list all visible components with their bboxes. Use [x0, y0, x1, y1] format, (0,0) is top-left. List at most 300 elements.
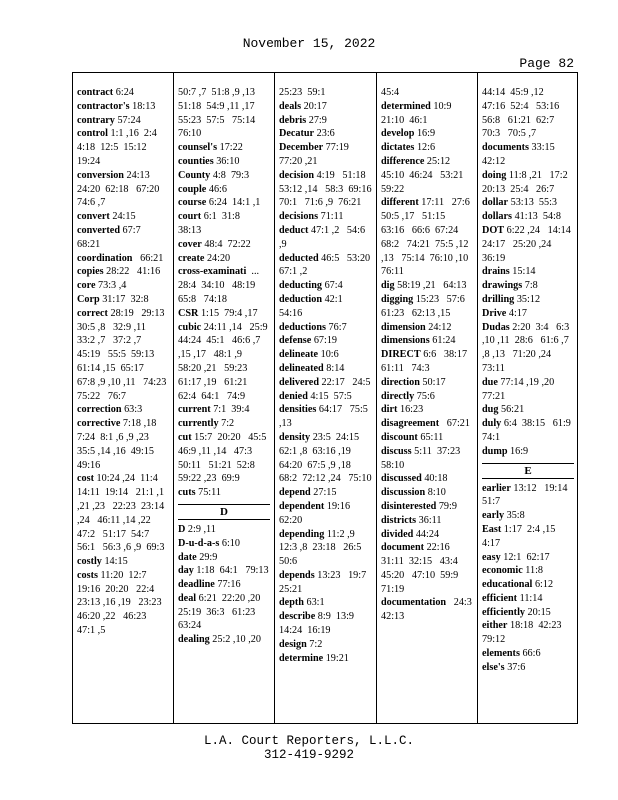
index-entry [279, 86, 372, 100]
index-term: create [178, 252, 205, 264]
index-entry [77, 293, 169, 307]
page-line-refs: 25:12 45:10 46:24 53:21 59:22 [381, 155, 469, 195]
index-entry [279, 224, 372, 252]
page-line-refs: 24:15 [112, 211, 136, 223]
index-term: difference [381, 155, 425, 167]
index-entry [178, 252, 270, 266]
index-entry [77, 265, 169, 279]
index-term: contract [77, 87, 114, 98]
page-line-refs: 66:21 [135, 252, 164, 264]
page-line-refs: 63:3 [124, 404, 143, 416]
index-entry [77, 224, 169, 252]
column-divider [376, 72, 377, 724]
index-entry [77, 555, 169, 569]
page-line-refs: 8:14 [326, 362, 345, 374]
index-term: delivered [279, 376, 319, 388]
index-term: coordination [77, 252, 133, 264]
index-entry [482, 523, 574, 551]
index-entry [279, 348, 372, 362]
index-term: cuts [178, 487, 196, 499]
index-entry [178, 417, 270, 431]
index-entry [482, 169, 574, 197]
page-line-refs: 36:11 [418, 514, 442, 526]
index-term: dump [482, 445, 508, 457]
index-term: Corp [77, 293, 100, 305]
index-term: cover [178, 238, 202, 250]
index-term: correct [77, 307, 108, 319]
index-term: duly [482, 418, 502, 430]
index-entry [279, 252, 376, 280]
page-line-refs: 76:7 [328, 321, 347, 333]
page-line-refs: 6:21 22:20 ,20 25:19 36:3 61:23 63:24 [178, 592, 269, 632]
index-term: costs [77, 569, 98, 581]
page-line-refs: 6:24 [115, 87, 134, 98]
index-term: divided [381, 528, 414, 540]
index-entry [381, 596, 477, 624]
index-entry [381, 500, 473, 514]
page-line-refs: 4:8 79:3 [212, 169, 250, 181]
index-entry [77, 100, 169, 114]
page-line-refs: ... 28:4 34:10 48:19 65:8 74:18 [178, 266, 267, 305]
page-line-refs: 22:17 24:5 [321, 376, 371, 388]
index-entry [279, 334, 372, 348]
index-entry [77, 252, 169, 266]
index-entry [178, 141, 270, 155]
index-term: control [77, 128, 108, 140]
index-entry [482, 661, 574, 675]
index-entry [381, 141, 473, 155]
index-term: economic [482, 565, 523, 577]
page-line-refs: 25:2 ,10 ,20 [212, 634, 261, 646]
page-line-refs: 40:18 [424, 473, 448, 485]
column-divider [274, 72, 275, 724]
index-entry [279, 403, 372, 431]
index-term: converted [77, 224, 120, 236]
index-entry [279, 569, 372, 597]
page-line-refs: 12:6 [416, 142, 436, 154]
index-entry [279, 100, 372, 114]
page-line-refs: 5:11 37:23 58:10 [381, 445, 468, 471]
index-term: counsel's [178, 142, 218, 154]
index-term: due [482, 376, 498, 388]
index-entry [482, 606, 574, 620]
index-term: dimension [381, 321, 426, 333]
index-term: deductions [279, 321, 326, 333]
page-line-refs: 31:17 32:8 [102, 293, 149, 305]
page-line-refs: 2:9 ,11 [187, 523, 216, 535]
page-line-refs: 6:10 [221, 537, 240, 549]
index-column-1 [77, 86, 172, 716]
index-term: document [381, 542, 425, 554]
index-entry [178, 183, 270, 197]
page-line-refs: 77:19 77:20 ,21 [279, 142, 357, 167]
column-divider [173, 72, 174, 724]
index-entry [482, 224, 574, 265]
page-line-refs: 65:11 [420, 431, 444, 443]
index-entry [482, 619, 574, 647]
index-entry [381, 514, 473, 528]
index-term: DIRECT [381, 349, 421, 361]
index-entry [178, 238, 270, 252]
section-letter: D [178, 504, 270, 520]
index-term: digging [381, 293, 414, 305]
index-entry [381, 486, 473, 500]
index-entry [482, 265, 574, 279]
page-line-refs: 6:4 38:15 61:9 74:1 [482, 418, 576, 443]
index-term: cross-examinati [178, 266, 247, 278]
index-entry [482, 141, 574, 169]
index-term: day [178, 565, 194, 577]
index-entry [482, 417, 574, 445]
index-entry [482, 376, 574, 404]
index-entry [381, 445, 473, 473]
page-line-refs: 77:16 [217, 579, 241, 591]
page-line-refs: 64:17 75:5 ,13 [279, 404, 371, 430]
index-entry [381, 86, 473, 100]
index-entry [77, 403, 169, 417]
index-term: convert [77, 211, 110, 223]
page-line-refs: 67:7 68:21 [77, 224, 149, 250]
index-entry [178, 86, 270, 141]
index-term: cut [178, 431, 192, 443]
page-line-refs: 29:9 [199, 551, 218, 563]
index-entry [279, 114, 372, 128]
page-line-refs: 27:15 [313, 487, 337, 499]
page-line-refs: 45:4 [381, 87, 400, 98]
index-term: DOT [482, 224, 505, 236]
index-entry [381, 321, 473, 335]
index-term: districts [381, 514, 417, 526]
page-line-refs: 18:18 42:23 79:12 [482, 620, 570, 646]
index-column-4 [381, 86, 477, 716]
index-term: discuss [381, 445, 412, 457]
index-term: decision [279, 169, 315, 181]
index-term: counties [178, 155, 214, 167]
page-line-refs: 12:1 62:17 [503, 551, 550, 563]
index-entry [178, 155, 270, 169]
index-term: contractor's [77, 100, 130, 112]
index-entry [178, 403, 270, 417]
page-line-refs: 11:2 ,9 12:3 ,8 23:18 26:5 50:6 [279, 528, 367, 568]
index-entry [178, 265, 270, 306]
index-term: depend [279, 487, 311, 499]
page-line-refs: 13:23 19:7 25:21 [279, 569, 372, 595]
footer-company: L.A. Court Reporters, L.L.C. [203, 734, 415, 748]
index-entry [279, 596, 372, 610]
page-line-refs: 47:1 ,2 54:6 ,9 [279, 224, 368, 250]
index-entry [381, 417, 473, 431]
index-entry [77, 169, 169, 210]
page-line-refs: 24:3 42:13 [381, 597, 477, 623]
index-term: efficient [482, 592, 518, 604]
page-line-refs: 53:13 55:3 [510, 197, 558, 209]
index-entry [178, 564, 270, 578]
index-entry [381, 348, 473, 376]
page-line-refs: 42:1 54:16 [279, 293, 351, 319]
index-term: educational [482, 579, 533, 591]
page-line-refs: 15:23 57:6 61:23 62:13 ,15 [381, 293, 470, 319]
page-line-refs: 50:17 [422, 376, 446, 388]
index-entry [279, 528, 372, 569]
page-line-refs: 19:16 62:20 [279, 500, 358, 526]
page-line-refs: 16:9 [416, 128, 436, 140]
index-entry [381, 100, 473, 128]
index-term: December [279, 142, 324, 154]
index-term: CSR [178, 307, 199, 319]
index-term: date [178, 551, 197, 563]
index-term: determine [279, 652, 324, 664]
index-entry [178, 578, 270, 592]
page-line-refs: 10:24 ,24 11:4 14:11 19:14 21:1 ,1 ,21 ,23 22:23 23:14 ,24 46:11 ,14 ,22 47:2 51:17 54:7 56:1 56:3 ,6 ,9 69:3 [77, 473, 167, 554]
page-line-refs: 17:11 27:6 50:5 ,17 51:15 63:16 66:6 67:24 68:2 74:21 75:5 ,12 ,13 75:14 76:10 ,10 76:11 [381, 197, 476, 278]
index-entry [482, 578, 574, 592]
page-line-refs: 41:13 54:8 [514, 211, 561, 223]
index-term: dig [381, 280, 395, 292]
index-term: elements [482, 648, 520, 660]
index-entry [381, 293, 473, 321]
page-line-refs: 75:6 [416, 390, 435, 402]
index-entry [178, 523, 270, 537]
page-line-refs: 24:12 [428, 321, 452, 333]
index-entry [178, 169, 270, 183]
page-line-refs: 16:23 [399, 404, 424, 416]
index-term: dealing [178, 634, 210, 646]
page-line-refs: 24:11 ,14 25:9 44:24 45:1 46:6 ,7 ,15 ,17 48:1 ,9 58:20 ,21 59:23 61:17 ,19 61:21 62:4 64:1 74:9 [178, 321, 273, 402]
index-term: discussion [381, 487, 426, 499]
page-line-refs: 44:14 45:9 ,12 47:16 52:4 53:16 56:8 61:21 62:7 70:3 70:5 ,7 [482, 87, 565, 140]
index-entry [381, 196, 476, 279]
page-line-refs: 22:16 31:11 32:15 43:4 45:20 47:10 59:9 71:19 [381, 542, 466, 595]
page-line-refs: 20:17 [303, 100, 327, 112]
index-column-2 [178, 86, 273, 716]
index-term: dirt [381, 404, 398, 416]
page-line-refs: 33:15 42:12 [482, 142, 563, 167]
index-term: depends [279, 569, 315, 581]
index-entry [279, 431, 372, 486]
page-line-refs: 61:24 [432, 335, 456, 347]
page-line-refs: 35:12 [516, 293, 541, 305]
section-letter: E [482, 463, 574, 479]
index-entry [178, 633, 270, 647]
index-entry [279, 486, 372, 500]
index-term: deduction [279, 293, 323, 305]
page-line-refs: 23:5 24:15 62:1 ,8 63:16 ,19 64:20 67:5 ,9 ,18 68:2 72:12 ,24 75:10 [279, 431, 372, 485]
index-term: discussed [381, 473, 422, 485]
index-entry [381, 403, 473, 417]
index-entry [482, 196, 574, 210]
index-entry [482, 86, 574, 141]
page-line-refs: 44:24 [415, 528, 440, 540]
index-term: disinterested [381, 500, 437, 512]
index-term: decisions [279, 211, 319, 223]
index-term: delineated [279, 362, 324, 374]
index-entry [381, 376, 473, 390]
index-term: density [279, 431, 311, 443]
index-term: course [178, 197, 207, 209]
page-line-refs: 4:15 57:5 [310, 390, 352, 402]
index-entry [482, 647, 574, 661]
index-entry [178, 537, 270, 551]
index-entry [279, 321, 372, 335]
page-line-refs: 73:3 ,4 [98, 280, 127, 292]
index-term: drilling [482, 293, 515, 305]
page-line-refs: 4:19 51:18 53:12 ,14 58:3 69:16 70:1 71:6 ,9 76:21 [279, 169, 377, 209]
page-line-refs: 6:22 ,24 14:14 24:17 25:20 ,24 36:19 [482, 224, 576, 264]
index-entry [178, 321, 273, 404]
index-term: easy [482, 551, 501, 563]
page-line-refs: 48:4 72:22 [204, 238, 251, 250]
page-line-refs: 10:9 21:10 46:1 [381, 100, 460, 126]
page-line-refs: 79:9 [438, 500, 457, 512]
page-line-refs: 57:24 [117, 114, 141, 126]
index-term: else's [482, 661, 505, 673]
index-entry [279, 127, 372, 141]
index-term: delineate [279, 349, 319, 361]
index-term: conversion [77, 169, 124, 181]
page-line-refs: 6:1 31:8 38:13 [178, 211, 248, 236]
page-line-refs: 28:19 29:13 30:5 ,8 32:9 ,11 33:2 ,7 37:2 ,7 45:19 55:5 59:13 61:14 ,15 65:17 67:8 ,9 ,10 ,11 74:23 75:22 76:7 [77, 307, 172, 402]
index-entry [178, 486, 270, 500]
index-term: develop [381, 128, 415, 140]
index-entry [279, 279, 372, 293]
index-entry [279, 500, 372, 528]
index-term: contrary [77, 114, 115, 126]
page-line-refs: 14:15 [104, 556, 128, 568]
index-term: costly [77, 556, 102, 568]
index-term: couple [178, 183, 207, 195]
page-line-refs: 63:1 [306, 597, 325, 609]
index-term: debris [279, 114, 307, 126]
index-term: discount [381, 431, 418, 443]
index-term: Decatur [279, 128, 315, 140]
index-term: correction [77, 404, 122, 416]
page-line-refs: 28:22 41:16 [106, 266, 161, 278]
page-line-refs: 6:24 14:1 ,1 [208, 197, 261, 209]
index-entry [482, 403, 574, 417]
page-line-refs: 7:1 39:4 [213, 404, 250, 416]
index-term: defense [279, 335, 312, 347]
index-entry [279, 210, 372, 224]
index-term: County [178, 169, 211, 181]
page-line-refs: 8:9 13:9 14:24 16:19 [279, 611, 362, 637]
index-term: dollar [482, 197, 509, 209]
index-term: dimensions [381, 335, 430, 347]
index-entry [381, 431, 473, 445]
index-entry [279, 141, 372, 169]
index-entry [279, 390, 372, 404]
page-line-refs: 58:19 ,21 64:13 [397, 280, 467, 292]
index-entry [381, 127, 473, 141]
index-term: design [279, 638, 307, 650]
page-line-refs: 1:1 ,16 2:4 4:18 12:5 15:12 19:24 [77, 128, 165, 167]
index-entry [178, 307, 270, 321]
page-line-refs: 46:5 53:20 67:1 ,2 [279, 252, 376, 278]
index-entry [482, 321, 574, 376]
page-line-refs: 11:14 [519, 592, 543, 604]
page-line-refs: 6:6 38:17 61:11 74:3 [381, 349, 473, 374]
index-term: doing [482, 169, 507, 181]
index-term: dug [482, 404, 499, 416]
column-divider [477, 72, 478, 724]
index-term: copies [77, 266, 104, 278]
index-entry [279, 376, 372, 390]
index-entry [178, 551, 270, 565]
index-term: deadline [178, 579, 215, 591]
page-line-refs: 17:22 [219, 142, 243, 154]
page-line-refs: 11:20 12:7 19:16 20:20 22:4 23:13 ,16 ,19 23:23 46:20 ,22 46:23 47:1 ,5 [77, 569, 167, 637]
index-term: deduct [279, 224, 309, 236]
index-term: dependent [279, 500, 325, 512]
page-line-refs: 11:8 ,21 17:2 20:13 25:4 26:7 [482, 169, 573, 195]
index-term: D [178, 523, 186, 535]
index-term: cubic [178, 321, 202, 333]
page-line-refs: 4:17 [508, 307, 527, 319]
index-term: deducting [279, 280, 323, 292]
page-line-refs: 7:2 [309, 638, 323, 650]
index-term: earlier [482, 482, 511, 494]
index-entry [381, 155, 473, 196]
index-term: drawings [482, 280, 523, 292]
index-entry [77, 472, 169, 555]
index-term: cost [77, 473, 94, 485]
index-term: D-u-d-a-s [178, 537, 220, 549]
index-term: drains [482, 266, 510, 278]
page-line-refs: 25:23 59:1 [279, 87, 326, 98]
footer-phone: 312-419-9292 [263, 748, 354, 762]
index-term: dictates [381, 142, 415, 154]
index-term: documentation [381, 597, 447, 609]
index-term: currently [178, 418, 219, 430]
index-term: deal [178, 592, 197, 604]
page-line-refs: 15:14 [512, 266, 536, 278]
index-entry [178, 196, 270, 210]
page-line-refs: 24:20 [206, 252, 231, 264]
page-line-refs: 71:11 [320, 211, 344, 223]
page-line-refs: 16:9 [510, 445, 529, 457]
index-term: court [178, 211, 202, 223]
index-term: deducted [279, 252, 319, 264]
page-line-refs: 36:10 [216, 155, 240, 167]
index-entry [77, 127, 169, 168]
index-term: depth [279, 597, 304, 609]
index-entry [77, 210, 169, 224]
page-line-refs: 1:15 79:4 ,17 [200, 307, 258, 319]
index-term: deals [279, 100, 302, 112]
index-entry [482, 509, 574, 523]
index-entry [178, 592, 270, 633]
index-term: East [482, 523, 502, 535]
index-term: denied [279, 390, 308, 402]
index-term: dollars [482, 211, 513, 223]
index-term: early [482, 510, 505, 522]
index-term: efficiently [482, 606, 525, 618]
index-entry [381, 541, 473, 596]
index-entry [482, 279, 574, 293]
page-line-refs: 37:6 [507, 661, 526, 673]
page-line-refs: 7:8 [524, 280, 538, 292]
index-term: core [77, 280, 96, 292]
page-line-refs: 67:4 [324, 280, 343, 292]
index-entry [482, 482, 574, 510]
index-term: documents [482, 142, 529, 154]
page-line-refs: 20:15 [527, 606, 551, 618]
page-line-refs: 67:19 [313, 335, 338, 347]
index-entry [77, 307, 172, 404]
index-entry [77, 86, 169, 100]
page-line-refs: 35:8 [506, 510, 525, 522]
page-number: Page 82 [519, 56, 574, 71]
page-line-refs: 10:6 [320, 349, 339, 361]
